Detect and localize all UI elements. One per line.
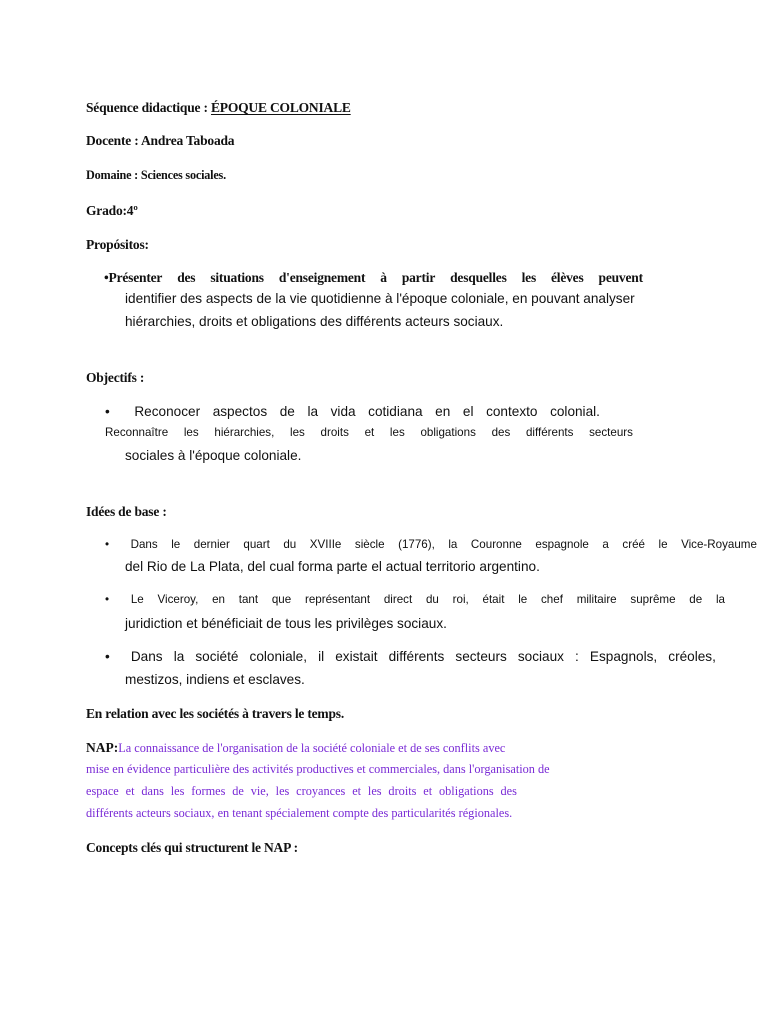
nap-label: NAP: [86, 740, 119, 755]
grade-line: Grado:4º [86, 203, 138, 218]
objectives-line-3: sociales à l'époque coloniale. [125, 448, 302, 463]
objectives-line-2: Reconnaître les hiérarchies, les droits et les obligations des différents secteurs [105, 426, 633, 439]
document-title [86, 100, 351, 116]
title-main: ÉPOQUE COLONIALE [210, 100, 351, 115]
relation-heading: En relation avec les sociétés à travers le temps. [86, 706, 345, 721]
objectives-line-1: • Reconocer aspectos de la vida cotidiana en el contexto colonial. [105, 404, 600, 419]
nap-line-2: mise en évidence particulière des activités productives et commerciales, dans l'organisation de [86, 762, 550, 776]
base-idea-1-line-1: • Dans le dernier quart du XVIIIe siècle (1776), la Couronne espagnole a créé le Vice-Royaume [105, 538, 757, 551]
purposes-line-3: hiérarchies, droits et obligations des différents acteurs sociaux. [125, 314, 504, 329]
base-idea-3-line-2: mestizos, indiens et esclaves. [125, 672, 305, 687]
objectives-heading: Objectifs : [86, 370, 145, 385]
base-ideas-heading: Idées de base : [86, 504, 167, 519]
base-idea-1-line-2: del Rio de La Plata, del cual forma parte el actual territorio argentino. [125, 559, 540, 574]
concepts-heading: Concepts clés qui structurent le NAP : [86, 840, 298, 855]
nap-text-1: La connaissance de l'organisation de la société coloniale et de ses conflits avec [118, 741, 506, 755]
purposes-line-1: •Présenter des situations d'enseignement à partir desquelles les élèves peuvent [104, 270, 643, 285]
nap-line-3: espace et dans les formes de vie, les croyances et les droits et obligations des [86, 784, 517, 798]
purposes-line-2: identifier des aspects de la vie quotidienne à l'époque coloniale, en pouvant analyser [125, 291, 635, 306]
bullet-icon: • [104, 270, 109, 285]
teacher-line: Docente : Andrea Taboada [86, 133, 235, 148]
base-idea-3-line-1: • Dans la société coloniale, il existait différents secteurs sociaux : Espagnols, créoles, [105, 649, 716, 664]
nap-line-1 [86, 739, 505, 757]
purposes-heading: Propósitos: [86, 237, 149, 252]
base-idea-2-line-1: • Le Viceroy, en tant que représentant direct du roi, était le chef militaire suprême de la [105, 593, 725, 606]
base-idea-2-line-2: juridiction et bénéficiait de tous les privilèges sociaux. [125, 616, 447, 631]
title-prefix: Séquence didactique : [86, 100, 211, 115]
domain-line: Domaine : Sciences sociales. [86, 168, 226, 182]
nap-line-4: différents acteurs sociaux, en tenant spécialement compte des particularités régionales. [86, 806, 513, 820]
